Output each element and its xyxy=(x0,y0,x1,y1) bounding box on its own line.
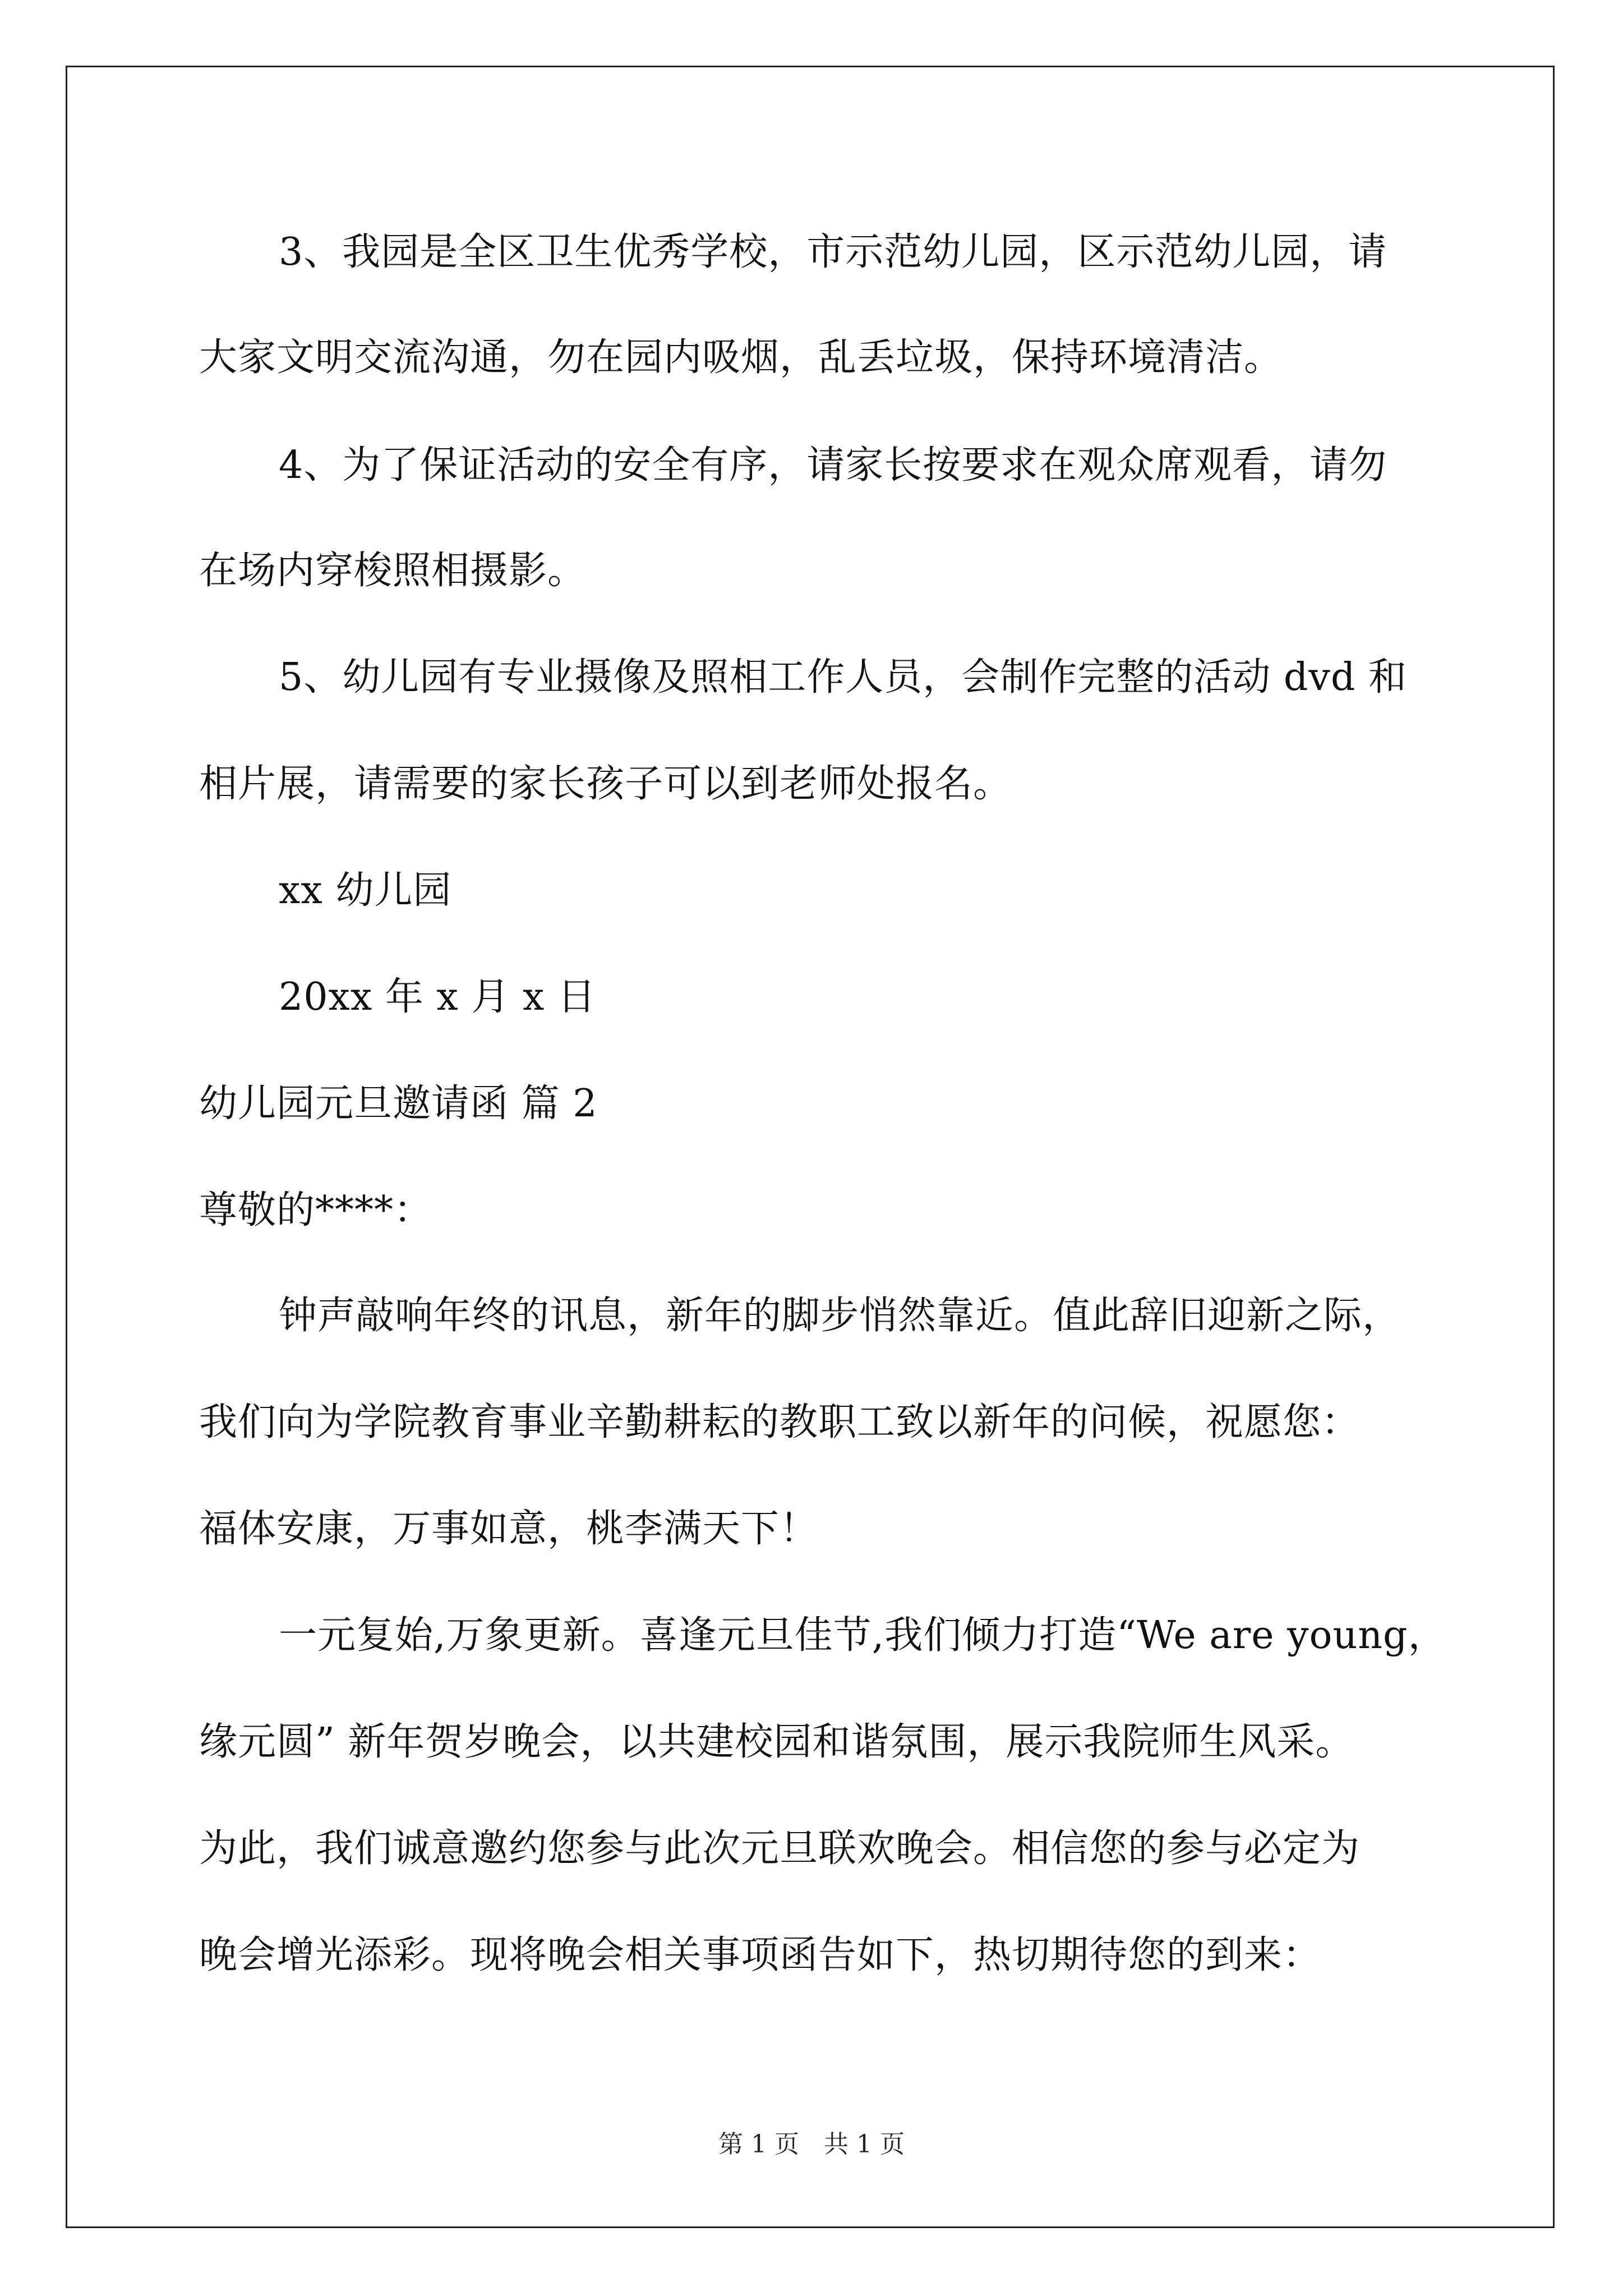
text-line: 5、幼儿园有专业摄像及照相工作人员，会制作完整的活动 dvd 和 xyxy=(279,655,1407,700)
section-heading: 幼儿园元旦邀请函 篇 2 xyxy=(199,1082,598,1126)
salutation: 尊敬的****： xyxy=(199,1188,433,1232)
text-line: 福体安康，万事如意，桃李满天下！ xyxy=(199,1507,819,1551)
text-line: 在场内穿梭照相摄影。 xyxy=(199,549,587,593)
text-line: 缘元圆” 新年贺岁晚会，以共建校园和谐氛围，展示我院师生风采。 xyxy=(199,1720,1354,1764)
text-line: 3、我园是全区卫生优秀学校，市示范幼儿园，区示范幼儿园，请 xyxy=(279,230,1387,274)
page-frame xyxy=(66,66,1555,2228)
text-line: 晚会增光添彩。现将晚会相关事项函告如下，热切期待您的到来： xyxy=(199,1933,1322,1977)
page-footer: 第 1 页 共 1 页 xyxy=(718,2130,905,2159)
text-line: 为此，我们诚意邀约您参与此次元旦联欢晚会。相信您的参与必定为 xyxy=(199,1826,1361,1871)
text-line: 大家文明交流沟通，勿在园内吸烟，乱丢垃圾，保持环境清洁。 xyxy=(199,335,1283,380)
text-line: 一元复始,万象更新。喜逢元旦佳节,我们倾力打造“We are young， xyxy=(279,1613,1447,1658)
signature-date: 20xx 年 x 月 x 日 xyxy=(279,975,597,1019)
text-line: 我们向为学院教育事业辛勤耕耘的教职工致以新年的问候，祝愿您： xyxy=(199,1400,1361,1444)
signature-org: xx 幼儿园 xyxy=(279,868,452,913)
text-line: 相片展，请需要的家长孩子可以到老师处报名。 xyxy=(199,762,1012,806)
text-line: 钟声敲响年终的讯息，新年的脚步悄然靠近。值此辞旧迎新之际， xyxy=(279,1294,1401,1338)
text-line: 4、为了保证活动的安全有序，请家长按要求在观众席观看，请勿 xyxy=(279,443,1387,487)
